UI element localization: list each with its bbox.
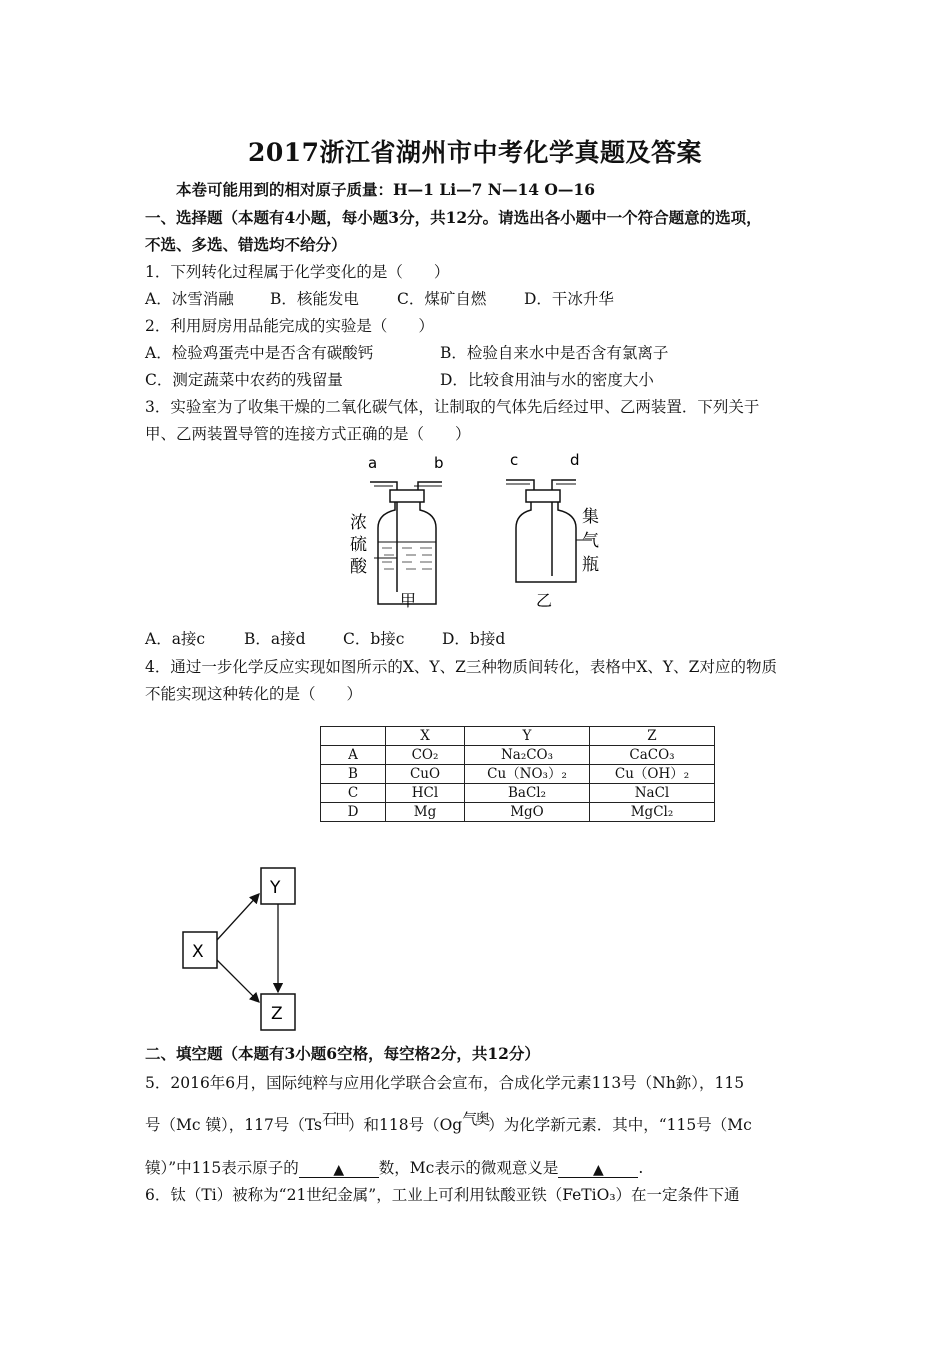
bottle-label-1: 集	[582, 507, 599, 527]
q4-stem: 4．通过一步化学反应实现如图所示的X、Y、Z三种物质间转化，表格中X、Y、Z对应的物质	[145, 658, 777, 676]
q5-line2	[145, 1110, 825, 1135]
label-yi: 乙	[536, 591, 553, 610]
table-row	[321, 746, 715, 765]
q5-line3-part3: .	[638, 1159, 644, 1177]
table-header-cell: Z	[590, 727, 715, 746]
table-cell: CO₂	[386, 746, 465, 765]
q2-option-c: C．测定蔬菜中农药的残留量	[145, 371, 343, 389]
label-x: X	[192, 942, 204, 962]
q6-line1: 6．钛（Ti）被称为“21世纪金属”，工业上可利用钛酸亚铁（FeTiO₃）在一定条件下通	[145, 1186, 740, 1204]
table-cell: MgO	[465, 803, 590, 822]
q3-stem: 3．实验室为了收集干燥的二氧化碳气体，让制取的气体先后经过甲、乙两装置．下列关于	[145, 398, 760, 416]
q5-line3-part1: 镆）”中115表示原子的	[145, 1159, 299, 1177]
element-glyph-og: 气奥	[462, 1110, 489, 1128]
q2-option-b: B．检验自来水中是否含有氯离子	[440, 344, 669, 362]
tube-label-d: d	[570, 451, 580, 469]
table-cell: CuO	[386, 765, 465, 784]
table-cell: Mg	[386, 803, 465, 822]
table-cell: Cu（NO₃）₂	[465, 765, 590, 784]
q5-line2-part2: ）和118号（Og	[348, 1116, 463, 1134]
table-header-row	[321, 727, 715, 746]
arrow-x-to-y	[217, 894, 259, 940]
acid-label-2: 硫	[350, 535, 367, 555]
bottle-label-2: 气	[582, 531, 599, 551]
tube-label-b: b	[434, 454, 444, 472]
apparatus-yi	[506, 451, 599, 610]
table-cell: B	[321, 765, 386, 784]
q1-option-d: D．干冰升华	[524, 290, 614, 308]
table-cell: Cu（OH）₂	[590, 765, 715, 784]
gas-apparatus-figure	[340, 448, 620, 616]
label-jia: 甲	[400, 591, 417, 610]
table-cell: CaCO₃	[590, 746, 715, 765]
table-cell: NaCl	[590, 784, 715, 803]
table-cell: C	[321, 784, 386, 803]
tube-label-a: a	[368, 454, 378, 472]
table-cell: HCl	[386, 784, 465, 803]
q2-stem: 2．利用厨房用品能完成的实验是（ ）	[145, 317, 434, 335]
table-cell: Na₂CO₃	[465, 746, 590, 765]
q3-option-d: D．b接d	[442, 630, 506, 648]
table-row	[321, 784, 715, 803]
table-cell: BaCl₂	[465, 784, 590, 803]
q4-stem-cont: 不能实现这种转化的是（ ）	[145, 685, 363, 703]
q4-table	[320, 726, 715, 822]
acid-label-3: 酸	[350, 557, 367, 577]
q5-line3	[145, 1158, 825, 1178]
tube-label-c: c	[510, 451, 519, 469]
bottle-label-3: 瓶	[582, 555, 599, 575]
q5-line1: 5．2016年6月，国际纯粹与应用化学联合会宣布，合成化学元素113号（Nh鉨），115	[145, 1074, 745, 1092]
element-glyph-ts: 石田	[321, 1110, 348, 1128]
answer-blank-1[interactable]	[299, 1159, 379, 1178]
label-z: Z	[271, 1004, 283, 1024]
table-header-cell	[321, 727, 386, 746]
q2-option-d: D．比较食用油与水的密度大小	[440, 371, 654, 389]
table-cell: D	[321, 803, 386, 822]
table-row	[321, 765, 715, 784]
q5-line2-part1: 号（Mc 镆），117号（Ts	[145, 1116, 322, 1134]
blank-marker: ▲	[592, 1162, 604, 1178]
table-header-cell: X	[386, 727, 465, 746]
atomic-mass-line: 本卷可能用到的相对原子质量：H—1 Li—7 N—14 O—16	[176, 180, 596, 199]
q3-option-b: B．a接d	[244, 630, 306, 648]
q3-option-a: A．a接c	[145, 630, 206, 648]
acid-label-1: 浓	[350, 513, 367, 533]
table-row	[321, 803, 715, 822]
q2-option-a: A．检验鸡蛋壳中是否含有碳酸钙	[145, 344, 374, 362]
q5-line2-part3: ）为化学新元素．其中，“115号（Mc	[488, 1116, 752, 1134]
section1-heading: 一、选择题（本题有4小题，每小题3分，共12分。请选出各小题中一个符合题意的选项，	[145, 208, 762, 227]
arrow-x-to-z	[217, 960, 259, 1002]
q3-option-c: C．b接c	[343, 630, 405, 648]
table-cell: MgCl₂	[590, 803, 715, 822]
blank-marker: ▲	[333, 1162, 345, 1178]
q5-line3-part2: 数，Mc表示的微观意义是	[378, 1159, 559, 1177]
xyz-conversion-diagram	[175, 862, 315, 1042]
page-title: 2017浙江省湖州市中考化学真题及答案	[247, 138, 703, 167]
apparatus-jia	[350, 454, 444, 610]
q1-stem: 1．下列转化过程属于化学变化的是（ ）	[145, 263, 450, 281]
q1-option-a: A．冰雪消融	[145, 290, 234, 308]
answer-blank-2[interactable]	[558, 1159, 638, 1178]
section1-heading-cont: 不选、多选、错选均不给分）	[145, 235, 347, 254]
table-header-cell: Y	[465, 727, 590, 746]
q1-option-c: C．煤矿自燃	[397, 290, 487, 308]
q1-option-b: B．核能发电	[270, 290, 359, 308]
q3-stem-cont: 甲、乙两装置导管的连接方式正确的是（ ）	[145, 425, 471, 443]
section2-heading: 二、填空题（本题有3小题6空格，每空格2分，共12分）	[145, 1044, 540, 1063]
table-cell: A	[321, 746, 386, 765]
label-y: Y	[270, 878, 281, 898]
